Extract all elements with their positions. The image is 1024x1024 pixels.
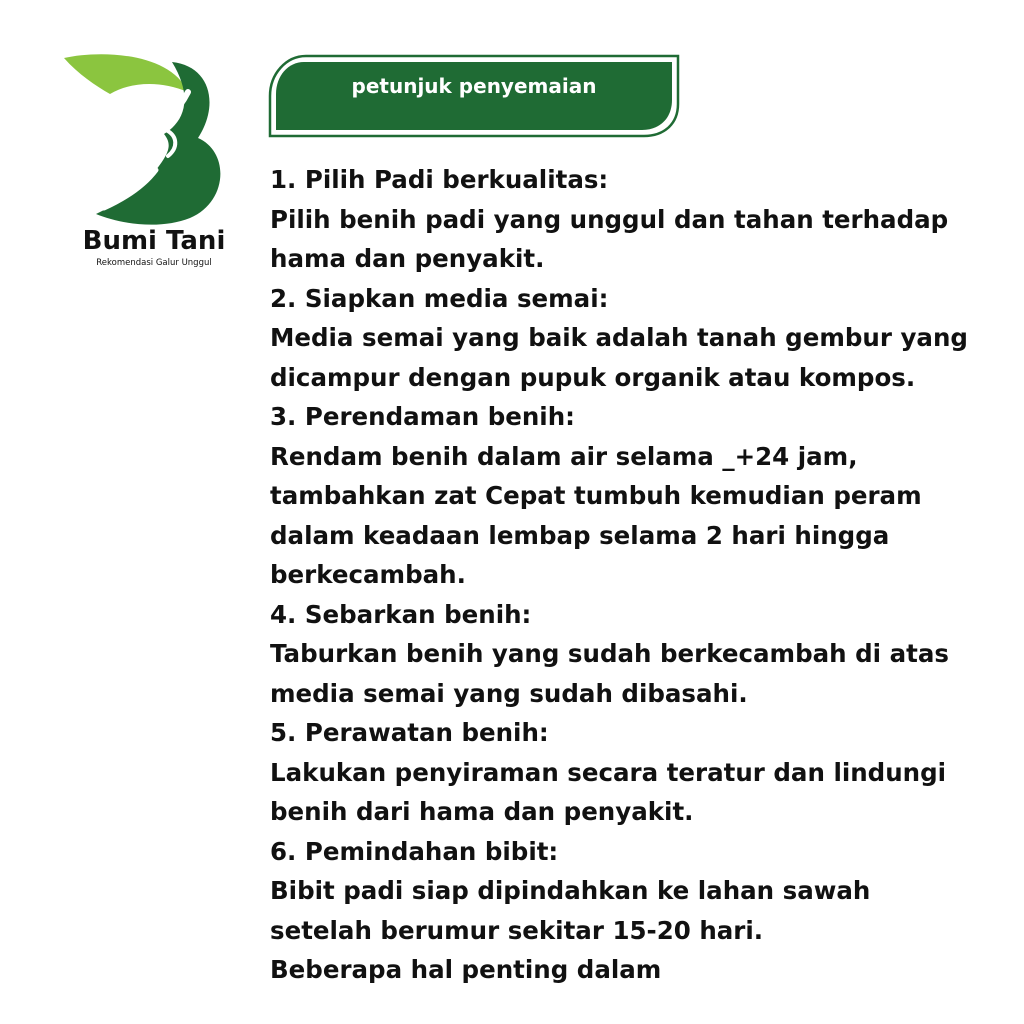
text-line: Lakukan penyiraman secara teratur dan lindungi <box>270 757 947 787</box>
text-line: media semai yang sudah dibasahi. <box>270 678 748 708</box>
text-line: benih dari hama dan penyakit. <box>270 797 694 826</box>
text-line: setelah berumur sekitar 15-20 hari. <box>270 915 764 945</box>
text-line: Rendam benih dalam air selama _+24 jam, <box>270 441 858 471</box>
text-line: 3. Perendaman benih: <box>270 402 575 431</box>
text-line: 5. Perawatan benih: <box>270 718 549 747</box>
instructions-text <box>270 160 1010 990</box>
text-line: berkecambah. <box>270 560 466 589</box>
text-line: dalam keadaan lembap selama 2 hari hingga <box>270 520 890 550</box>
text-line: Beberapa hal penting dalam <box>270 955 662 984</box>
text-line: Bibit padi siap dipindahkan ke lahan sawah <box>270 876 871 905</box>
text-line: Pilih benih padi yang unggul dan tahan terhadap <box>270 204 949 234</box>
text-line: 6. Pemindahan bibit: <box>270 836 559 866</box>
text-line: dicampur dengan pupuk organik atau kompos. <box>270 362 916 392</box>
text-line: tambahkan zat Cepat tumbuh kemudian peram <box>270 481 922 510</box>
leaf-b-icon <box>60 52 245 227</box>
text-line: 2. Siapkan media semai: <box>270 283 609 313</box>
text-line: 4. Sebarkan benih: <box>270 599 532 629</box>
text-line: hama dan penyakit. <box>270 244 545 273</box>
banner-title: petunjuk penyemaian <box>351 74 597 98</box>
brand-name: Bumi Tani <box>82 226 226 256</box>
title-banner <box>266 54 680 140</box>
text-line: Taburkan benih yang sudah berkecambah di atas <box>270 639 949 668</box>
brand-logo <box>60 52 245 272</box>
text-line: Media semai yang baik adalah tanah gembur yang <box>270 323 968 352</box>
text-line: 1. Pilih Padi berkualitas: <box>270 165 609 194</box>
brand-tagline: Rekomendasi Galur Unggul <box>96 258 212 268</box>
